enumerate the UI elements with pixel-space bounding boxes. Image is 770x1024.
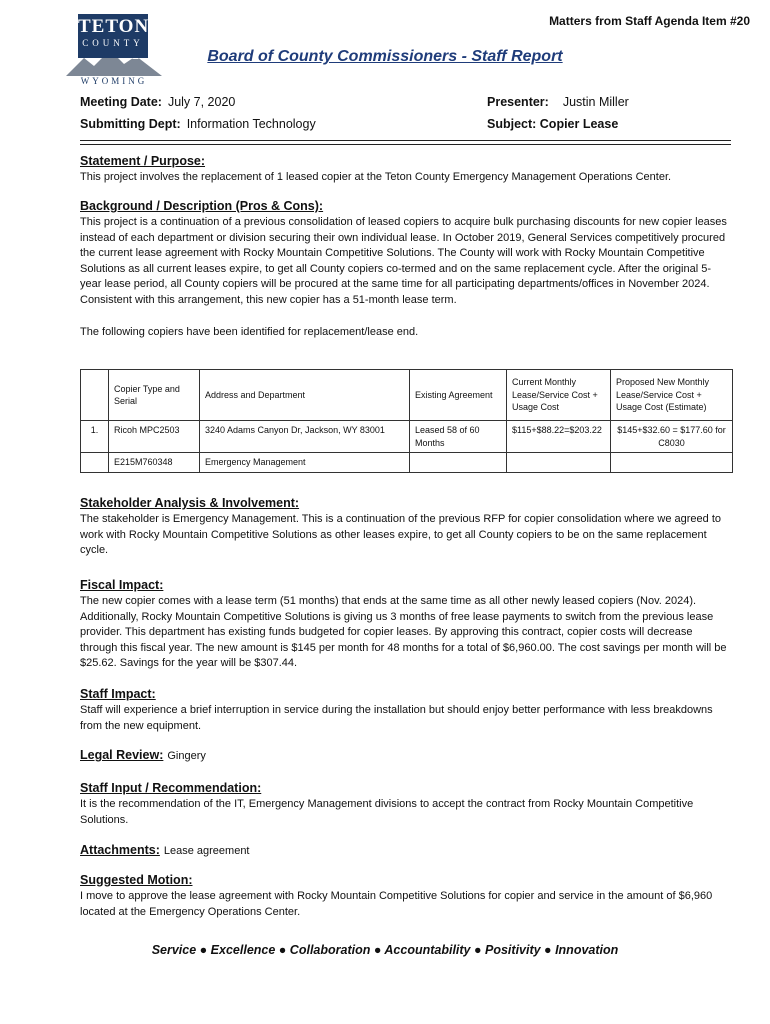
table-cell: Ricoh MPC2503	[109, 421, 200, 453]
table-header-cell	[81, 370, 109, 421]
statement-heading: Statement / Purpose:	[80, 154, 206, 168]
attachments-value: Lease agreement	[163, 845, 250, 857]
fiscal-section	[80, 576, 728, 672]
copier-table	[80, 369, 733, 473]
motion-text: I move to approve the lease agreement with Rocky Mountain Competitive Solutions for copier and service in the amount of $6,960 located at the Emergency Operations Center.	[80, 890, 713, 918]
logo-wyoming-text: WYOMING	[80, 76, 148, 86]
table-row	[81, 421, 733, 453]
table-header-row	[81, 370, 733, 421]
table-cell: Leased 58 of 60 Months	[410, 421, 507, 453]
table-cell: E215M760348	[109, 453, 200, 473]
submitting-dept-value: Information Technology	[186, 117, 316, 131]
submitting-dept	[80, 117, 316, 131]
footer-values: Service ● Excellence ● Collaboration ● Accountability ● Positivity ● Innovation	[151, 943, 619, 957]
presenter-label: Presenter:	[487, 95, 549, 109]
table-header-cell: Copier Type and Serial	[109, 370, 200, 421]
subject-text: Subject: Copier Lease	[487, 117, 619, 131]
table-cell	[410, 453, 507, 473]
stakeholder-text: The stakeholder is Emergency Management. This is a continuation of the previous RFP for copier consolidation where we agreed to work with Rocky Mountain Competitive Solutions as other leases expire, to get all County copiers to be on the same replacement cycle.	[80, 513, 721, 557]
staff-impact-text: Staff will experience a brief interruption in service during the installation but should enjoy better performance with less breakdowns from the new equipment.	[80, 704, 713, 732]
legal-value: Gingery	[167, 750, 206, 762]
header-divider-top	[80, 140, 731, 141]
presenter	[487, 95, 629, 109]
meeting-date-value: July 7, 2020	[167, 95, 236, 109]
submitting-dept-label: Submitting Dept:	[80, 117, 181, 131]
meeting-date	[80, 95, 235, 109]
stakeholder-section	[80, 494, 728, 559]
attachments-section	[80, 841, 728, 859]
legal-section	[80, 746, 728, 764]
stakeholder-heading: Stakeholder Analysis & Involvement:	[80, 496, 300, 510]
statement-section	[80, 152, 728, 186]
table-cell: Emergency Management	[200, 453, 410, 473]
background-section	[80, 197, 728, 340]
table-cell: $115+$88.22=$203.22	[507, 421, 611, 453]
fiscal-text: The new copier comes with a lease term (51 months) that ends at the same time as all other newly leased copiers (Nov. 2024). Additionally, Rocky Mountain Competitive Solutions is giving us 3 months of free lease payments to switch from the previous lease provider. This department has existing funds budgeted for copier leases. By approving this contract, copier costs will decrease through this fiscal year. The new amount is $145 per month for 48 months for a total of $6,960.00. The cost savings per month will be $25.62. Savings for the year will be $307.44.	[80, 595, 727, 670]
header-divider-bottom	[80, 144, 731, 145]
table-header-cell: Existing Agreement	[410, 370, 507, 421]
meeting-date-label: Meeting Date:	[80, 95, 162, 109]
logo-teton-text: TETON	[78, 16, 150, 37]
table-cell: 3240 Adams Canyon Dr, Jackson, WY 83001	[200, 421, 410, 453]
table-header-cell: Proposed New Monthly Lease/Service Cost + Usage Cost (Estimate)	[611, 370, 733, 421]
staff-impact-section	[80, 685, 728, 734]
recommendation-text: It is the recommendation of the IT, Emergency Management divisions to accept the contract from Rocky Mountain Competitive Solutions.	[80, 798, 694, 826]
agenda-item-label: Matters from Staff Agenda Item #20	[549, 14, 750, 28]
motion-heading: Suggested Motion:	[80, 873, 193, 887]
report-title: Board of County Commissioners - Staff Report	[207, 48, 563, 65]
table-cell: 1.	[81, 421, 109, 453]
presenter-value: Justin Miller	[562, 95, 629, 109]
attachments-heading: Attachments:	[80, 843, 160, 857]
staff-impact-heading: Staff Impact:	[80, 687, 156, 701]
legal-heading: Legal Review:	[80, 748, 164, 762]
subject	[487, 117, 618, 131]
background-heading: Background / Description (Pros & Cons):	[80, 199, 324, 213]
statement-text: This project involves the replacement of 1 leased copier at the Teton County Emergency Management Operations Center.	[80, 171, 672, 183]
table-cell	[611, 453, 733, 473]
table-cell	[507, 453, 611, 473]
fiscal-heading: Fiscal Impact:	[80, 578, 164, 592]
table-cell	[81, 453, 109, 473]
background-text: This project is a continuation of a previous consolidation of leased copiers to acquire bulk purchasing discounts for new copier leases instead of each department or division securing their own individual lease. In October 2019, General Services competitively procured the current lease agreement with Rocky Mountain Competitive Solutions. The County will work with Rocky Mountain Competitive Solutions as all current leases expire, to get all County copiers co-termed and on the same replacement cycle. After the original 5-year lease period, all County copiers will be procured at the same time for all participating departments/offices in November 2024. Consistent with this arrangement, this new copier has a 51-month lease term.	[80, 216, 727, 306]
table-header-cell: Address and Department	[200, 370, 410, 421]
background-text-2: The following copiers have been identified for replacement/lease end.	[80, 325, 419, 338]
table-header-cell: Current Monthly Lease/Service Cost + Usage Cost	[507, 370, 611, 421]
logo-county-text: COUNTY	[82, 38, 144, 48]
table-row	[81, 453, 733, 473]
recommendation-heading: Staff Input / Recommendation:	[80, 781, 262, 795]
recommendation-section	[80, 779, 728, 828]
motion-section	[80, 871, 728, 920]
table-cell: $145+$32.60 = $177.60 for C8030	[611, 421, 733, 453]
